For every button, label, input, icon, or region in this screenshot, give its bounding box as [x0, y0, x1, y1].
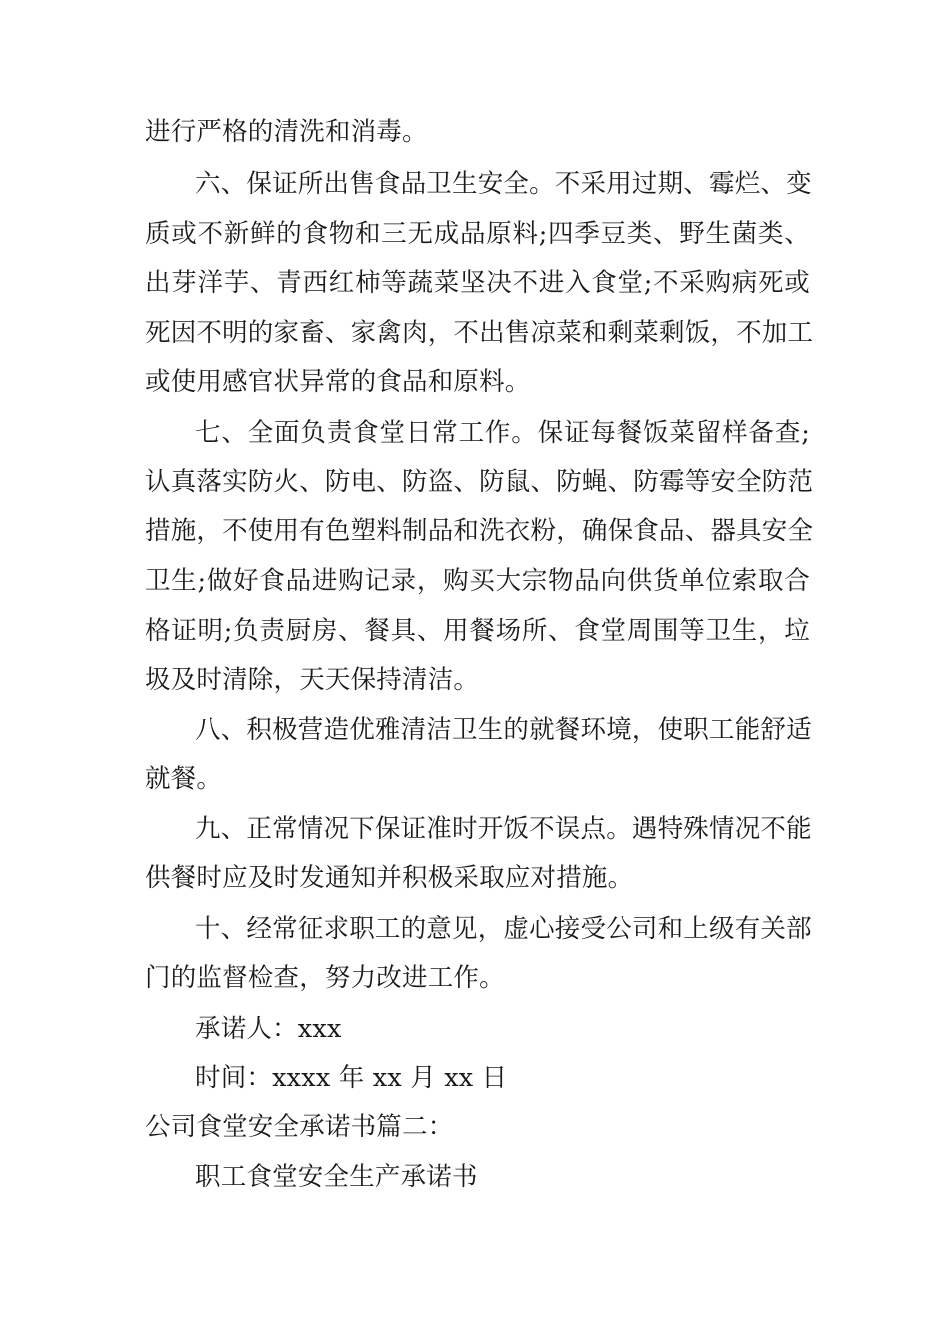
paragraph-line: 就餐。: [145, 764, 223, 794]
paragraph-line: 七、全面负责食堂日常工作。保证每餐饭菜留样备查;: [195, 418, 810, 448]
date-line: 时间：xxxx 年 xx 月 xx 日: [195, 1063, 508, 1093]
paragraph-line: 进行严格的清洗和消毒。: [145, 117, 428, 147]
paragraph-line: 出芽洋芋、青西红柿等蔬菜坚决不进入食堂;不采购病死或: [145, 268, 810, 298]
paragraph-line: 十、经常征求职工的意见，虚心接受公司和上级有关部: [195, 914, 812, 944]
document-title: 职工食堂安全生产承诺书: [195, 1162, 478, 1192]
paragraph-line: 措施，不使用有色塑料制品和洗衣粉，确保食品、器具安全: [145, 516, 814, 546]
paragraph-line: 供餐时应及时发通知并积极采取应对措施。: [145, 863, 634, 893]
paragraph-line: 六、保证所出售食品卫生安全。不采用过期、霉烂、变: [195, 169, 812, 199]
paragraph-line: 格证明;负责厨房、餐具、用餐场所、食堂周围等卫生，垃: [145, 616, 810, 646]
paragraph-line: 或使用感官状异常的食品和原料。: [145, 367, 531, 397]
paragraph-line: 门的监督检查，努力改进工作。: [145, 963, 505, 993]
paragraph-line: 质或不新鲜的食物和三无成品原料;四季豆类、野生菌类、: [145, 219, 810, 249]
paragraph-line: 卫生;做好食品进购记录，购买大宗物品向供货单位索取合: [145, 566, 810, 596]
paragraph-line: 圾及时清除，天天保持清洁。: [145, 665, 480, 695]
paragraph-line: 认真落实防火、防电、防盗、防鼠、防蝇、防霉等安全防范: [145, 467, 814, 497]
signatory-line: 承诺人：xxx: [195, 1014, 342, 1044]
paragraph-line: 九、正常情况下保证准时开饭不误点。遇特殊情况不能: [195, 814, 812, 844]
paragraph-line: 八、积极营造优雅清洁卫生的就餐环境，使职工能舒适: [195, 715, 812, 745]
section-heading: 公司食堂安全承诺书篇二：: [145, 1112, 454, 1142]
paragraph-line: 死因不明的家畜、家禽肉，不出售凉菜和剩菜剩饭，不加工: [145, 318, 814, 348]
